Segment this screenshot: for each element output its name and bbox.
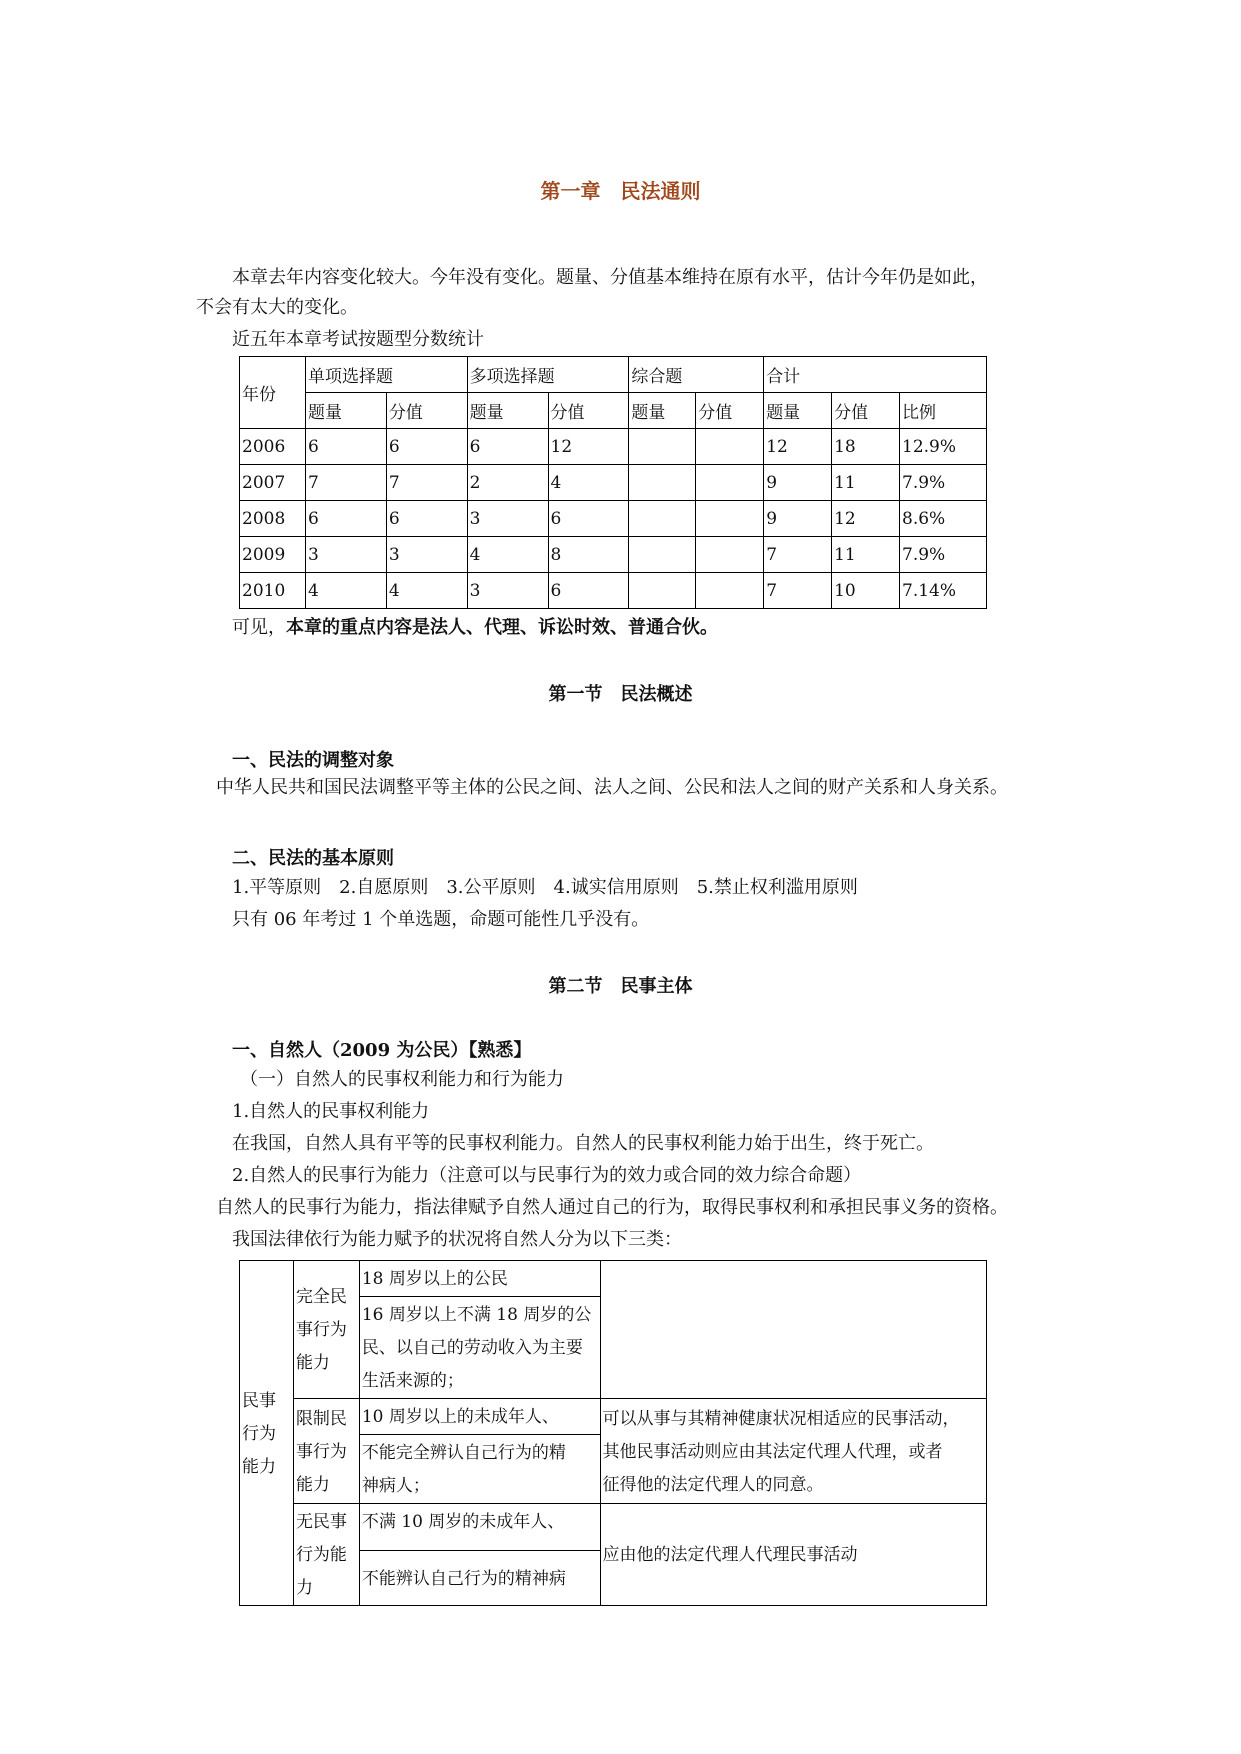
cell — [696, 573, 764, 609]
sub-header: 题量 — [629, 393, 696, 429]
cell — [696, 429, 764, 465]
chapter-title: 第一章 民法通则 — [540, 179, 701, 203]
group-header-single-choice: 单项选择题 — [305, 357, 467, 393]
cell: 4 — [386, 573, 467, 609]
table-row — [240, 465, 987, 501]
sub-header: 分值 — [548, 393, 629, 429]
cell — [629, 501, 696, 537]
cell: 7 — [305, 465, 386, 501]
cell: 2007 — [240, 465, 306, 501]
full-capacity-note — [600, 1261, 986, 1399]
full-capacity-label: 完全民 事行为 能力 — [293, 1261, 359, 1399]
cell: 7.9% — [900, 537, 987, 573]
cell: 11 — [832, 465, 900, 501]
civil-capacity-table — [239, 1260, 987, 1606]
group-header-comprehensive: 综合题 — [629, 357, 764, 393]
cell: 12 — [548, 429, 629, 465]
table-row — [240, 537, 987, 573]
cell: 18 — [832, 429, 900, 465]
no-capacity-condition: 不能辨认自己行为的精神病 — [359, 1551, 600, 1606]
year-header: 年份 — [240, 357, 306, 429]
cell: 2008 — [240, 501, 306, 537]
table-row — [240, 501, 987, 537]
cell: 6 — [305, 429, 386, 465]
section-1-paragraph-3: 只有 06 年考过 1 个单选题，命题可能性几乎没有。 — [232, 909, 650, 930]
limited-capacity-condition: 不能完全辨认自己行为的精 神病人； — [359, 1435, 600, 1504]
group-header-total: 合计 — [764, 357, 987, 393]
sub-header: 比例 — [900, 393, 987, 429]
conclusion-prefix: 可见， — [232, 617, 286, 638]
cell: 2006 — [240, 429, 306, 465]
cell: 9 — [764, 501, 832, 537]
conclusion — [232, 612, 718, 644]
section-1-paragraph-1: 中华人民共和国民法调整平等主体的公民之间、法人之间、公民和法人之间的财产关系和人身关系。 — [216, 777, 1008, 798]
cell: 3 — [467, 501, 548, 537]
sub-header: 分值 — [386, 393, 467, 429]
exam-stats-table — [239, 356, 987, 609]
intro-line-2: 不会有太大的变化。 — [196, 297, 358, 318]
stats-caption: 近五年本章考试按题型分数统计 — [232, 329, 484, 350]
cell — [629, 537, 696, 573]
section-2-line: 自然人的民事行为能力，指法律赋予自然人通过自己的行为，取得民事权利和承担民事义务的资格。 — [216, 1197, 1008, 1218]
section-1-title: 第一节 民法概述 — [548, 684, 693, 705]
limited-capacity-condition: 10 周岁以上的未成年人、 — [359, 1399, 600, 1435]
cell — [696, 537, 764, 573]
cell: 8.6% — [900, 501, 987, 537]
table-row — [240, 429, 987, 465]
cell: 6 — [305, 501, 386, 537]
group-header-multiple-choice: 多项选择题 — [467, 357, 629, 393]
section-2-heading-1: 一、自然人（2009 为公民）【熟悉】 — [232, 1040, 532, 1061]
sub-header: 题量 — [467, 393, 548, 429]
cell: 2009 — [240, 537, 306, 573]
cell: 6 — [548, 573, 629, 609]
section-2-line: 2.自然人的民事行为能力（注意可以与民事行为的效力或合同的效力综合命题） — [232, 1165, 862, 1186]
cell: 12.9% — [900, 429, 987, 465]
cell — [629, 465, 696, 501]
cell: 3 — [386, 537, 467, 573]
cell: 9 — [764, 465, 832, 501]
cell: 11 — [832, 537, 900, 573]
principles-list: 1.平等原则 2.自愿原则 3.公平原则 4.诚实信用原则 5.禁止权利滥用原则 — [232, 877, 858, 898]
cell: 3 — [467, 573, 548, 609]
cell: 3 — [305, 537, 386, 573]
cell: 7 — [386, 465, 467, 501]
limited-capacity-note: 可以从事与其精神健康状况相适应的民事活动， 其他民事活动则应由其法定代理人代理，或者 征得他的法定代理人的同意。 — [600, 1399, 986, 1504]
cell: 4 — [305, 573, 386, 609]
section-2-line: （一）自然人的民事权利能力和行为能力 — [240, 1069, 564, 1090]
section-2-title: 第二节 民事主体 — [548, 976, 693, 997]
cell — [629, 429, 696, 465]
sub-header: 题量 — [764, 393, 832, 429]
section-2-line: 我国法律依行为能力赋予的状况将自然人分为以下三类： — [232, 1229, 682, 1250]
cell — [696, 501, 764, 537]
section-1-heading-1: 一、民法的调整对象 — [232, 750, 394, 771]
sub-header: 分值 — [696, 393, 764, 429]
limited-capacity-label: 限制民 事行为 能力 — [293, 1399, 359, 1504]
capacity-root-cell: 民事 行为 能力 — [240, 1261, 294, 1606]
cell: 6 — [467, 429, 548, 465]
conclusion-key-points: 本章的重点内容是法人、代理、诉讼时效、普通合伙。 — [286, 617, 718, 638]
cell: 7 — [764, 537, 832, 573]
cell: 7 — [764, 573, 832, 609]
cell: 6 — [386, 501, 467, 537]
cell: 12 — [764, 429, 832, 465]
cell: 10 — [832, 573, 900, 609]
full-capacity-condition: 16 周岁以上不满 18 周岁的公 民、以自己的劳动收入为主要 生活来源的； — [359, 1297, 600, 1399]
cell: 2010 — [240, 573, 306, 609]
cell — [696, 465, 764, 501]
cell: 4 — [548, 465, 629, 501]
cell: 6 — [386, 429, 467, 465]
section-1-heading-2: 二、民法的基本原则 — [232, 848, 394, 869]
cell: 7.9% — [900, 465, 987, 501]
cell: 6 — [548, 501, 629, 537]
cell: 2 — [467, 465, 548, 501]
full-capacity-condition: 18 周岁以上的公民 — [359, 1261, 600, 1297]
no-capacity-condition: 不满 10 周岁的未成年人、 — [359, 1504, 600, 1551]
section-2-line: 1.自然人的民事权利能力 — [232, 1101, 430, 1122]
sub-header: 题量 — [305, 393, 386, 429]
cell: 7.14% — [900, 573, 987, 609]
cell: 12 — [832, 501, 900, 537]
cell: 4 — [467, 537, 548, 573]
intro-line-1: 本章去年内容变化较大。今年没有变化。题量、分值基本维持在原有水平，估计今年仍是如此， — [232, 267, 988, 288]
cell — [629, 573, 696, 609]
section-2-line: 在我国，自然人具有平等的民事权利能力。自然人的民事权利能力始于出生，终于死亡。 — [232, 1133, 934, 1154]
table-row — [240, 573, 987, 609]
no-capacity-label: 无民事 行为能 力 — [293, 1504, 359, 1606]
cell: 8 — [548, 537, 629, 573]
no-capacity-note: 应由他的法定代理人代理民事活动 — [600, 1504, 986, 1606]
sub-header: 分值 — [832, 393, 900, 429]
